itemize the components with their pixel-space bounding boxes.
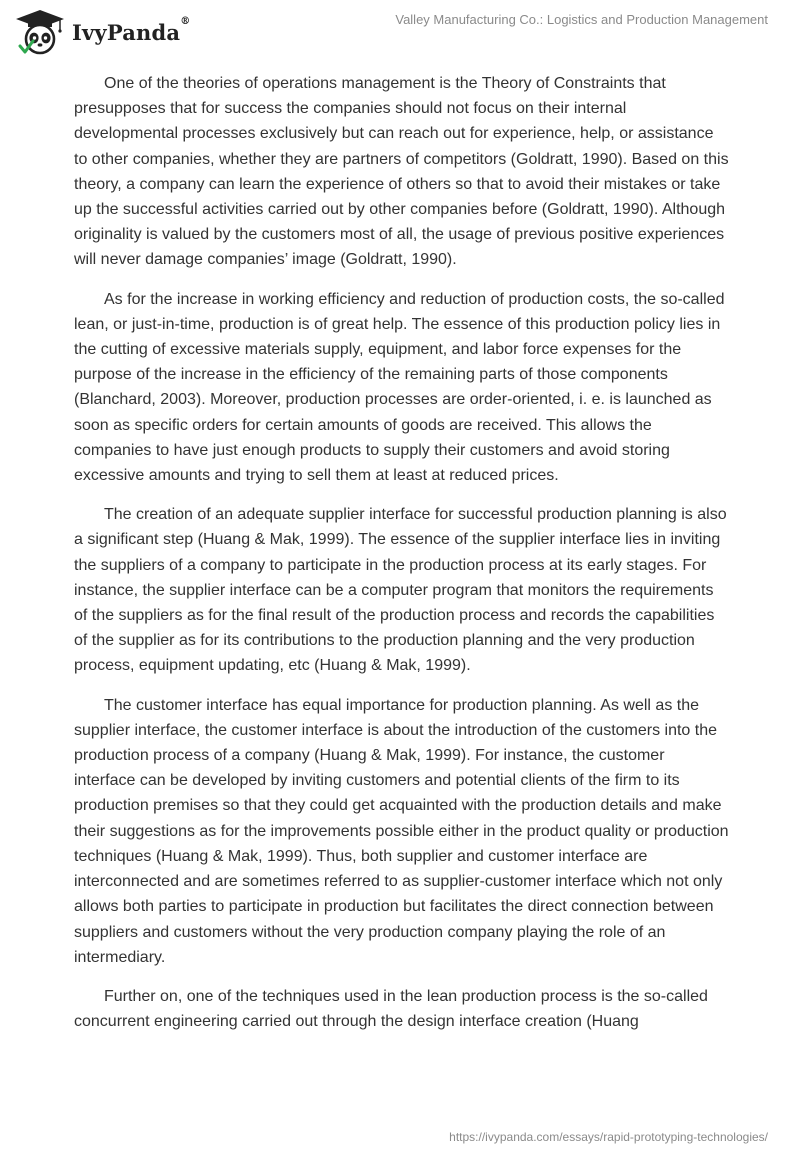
ivypanda-logo[interactable] xyxy=(14,8,190,56)
brand-text: IvyPanda xyxy=(72,19,181,45)
paragraph: Further on, one of the techniques used in the lean production process is the so-called concurrent engineering carried out through the design interface creation (Huang xyxy=(74,987,708,1031)
registered-mark: ® xyxy=(180,15,191,27)
paragraph: The creation of an adequate supplier interface for successful production planning is also a significant step (Huang & Mak, 1999). The essence of the supplier interface lies in inviting the suppliers of a company to participate in the production process at its early stages. For instance, the supplier interface can be a computer program that monitors the requirements of the suppliers as for the final result of the production process and records the capabilities of the supplier as for its contributions to the production planning and the very production process, equipment updating, etc (Huang & Mak, 1999). xyxy=(74,506,727,675)
essay-body xyxy=(74,71,730,1048)
panda-graduate-icon xyxy=(14,8,66,56)
source-url-link[interactable]: https://ivypanda.com/essays/rapid-prototyping-technologies/ xyxy=(449,1130,768,1144)
brand-name xyxy=(72,15,191,45)
paragraph: The customer interface has equal importance for production planning. As well as the supplier interface, the customer interface is about the introduction of the customers into the production process of a company (Huang & Mak, 1999). For instance, the customer interface can be developed by inviting customers and potential clients of the firm to its production premises so that they could get acquainted with the production details and make their suggestions as for the improvements possible either in the product quality or production techniques (Huang & Mak, 1999). Thus, both supplier and customer interface are interconnected and are sometimes referred to as supplier-customer interface which not only allows both parties to participate in production but facilitates the direct connection between suppliers and customers without the very production company playing the role of an intermediary. xyxy=(74,696,729,966)
paragraph: As for the increase in working efficiency and reduction of production costs, the so-called lean, or just-in-time, production is of great help. The essence of this production policy lies in the cutting of excessive materials supply, equipment, and labor force expenses for the purpose of the increase in the efficiency of the remaining parts of those components (Blanchard, 2003). Moreover, production processes are order-oriented, i. e. is launched as soon as specific orders for certain amounts of goods are received. This allows the companies to have just enough products to supply their customers and avoid storing excessive amounts and trying to sell them at least at reduced prices. xyxy=(74,290,725,485)
paragraph: One of the theories of operations management is the Theory of Constraints that presupposes that for success the companies should not focus on their internal developmental processes exclusively but can reach out for experience, help, or assistance to other companies, whether they are partners of competitors (Goldratt, 1990). Based on this theory, a company can learn the experience of others so that to avoid their mistakes or take up the successful activities carried out by other companies before (Goldratt, 1990). Although originality is valued by the customers most of all, the usage of previous positive experiences will never damage companies’ image (Goldratt, 1990). xyxy=(74,75,729,269)
page-header xyxy=(0,0,800,60)
document-title: Valley Manufacturing Co.: Logistics and Production Management xyxy=(395,12,768,27)
